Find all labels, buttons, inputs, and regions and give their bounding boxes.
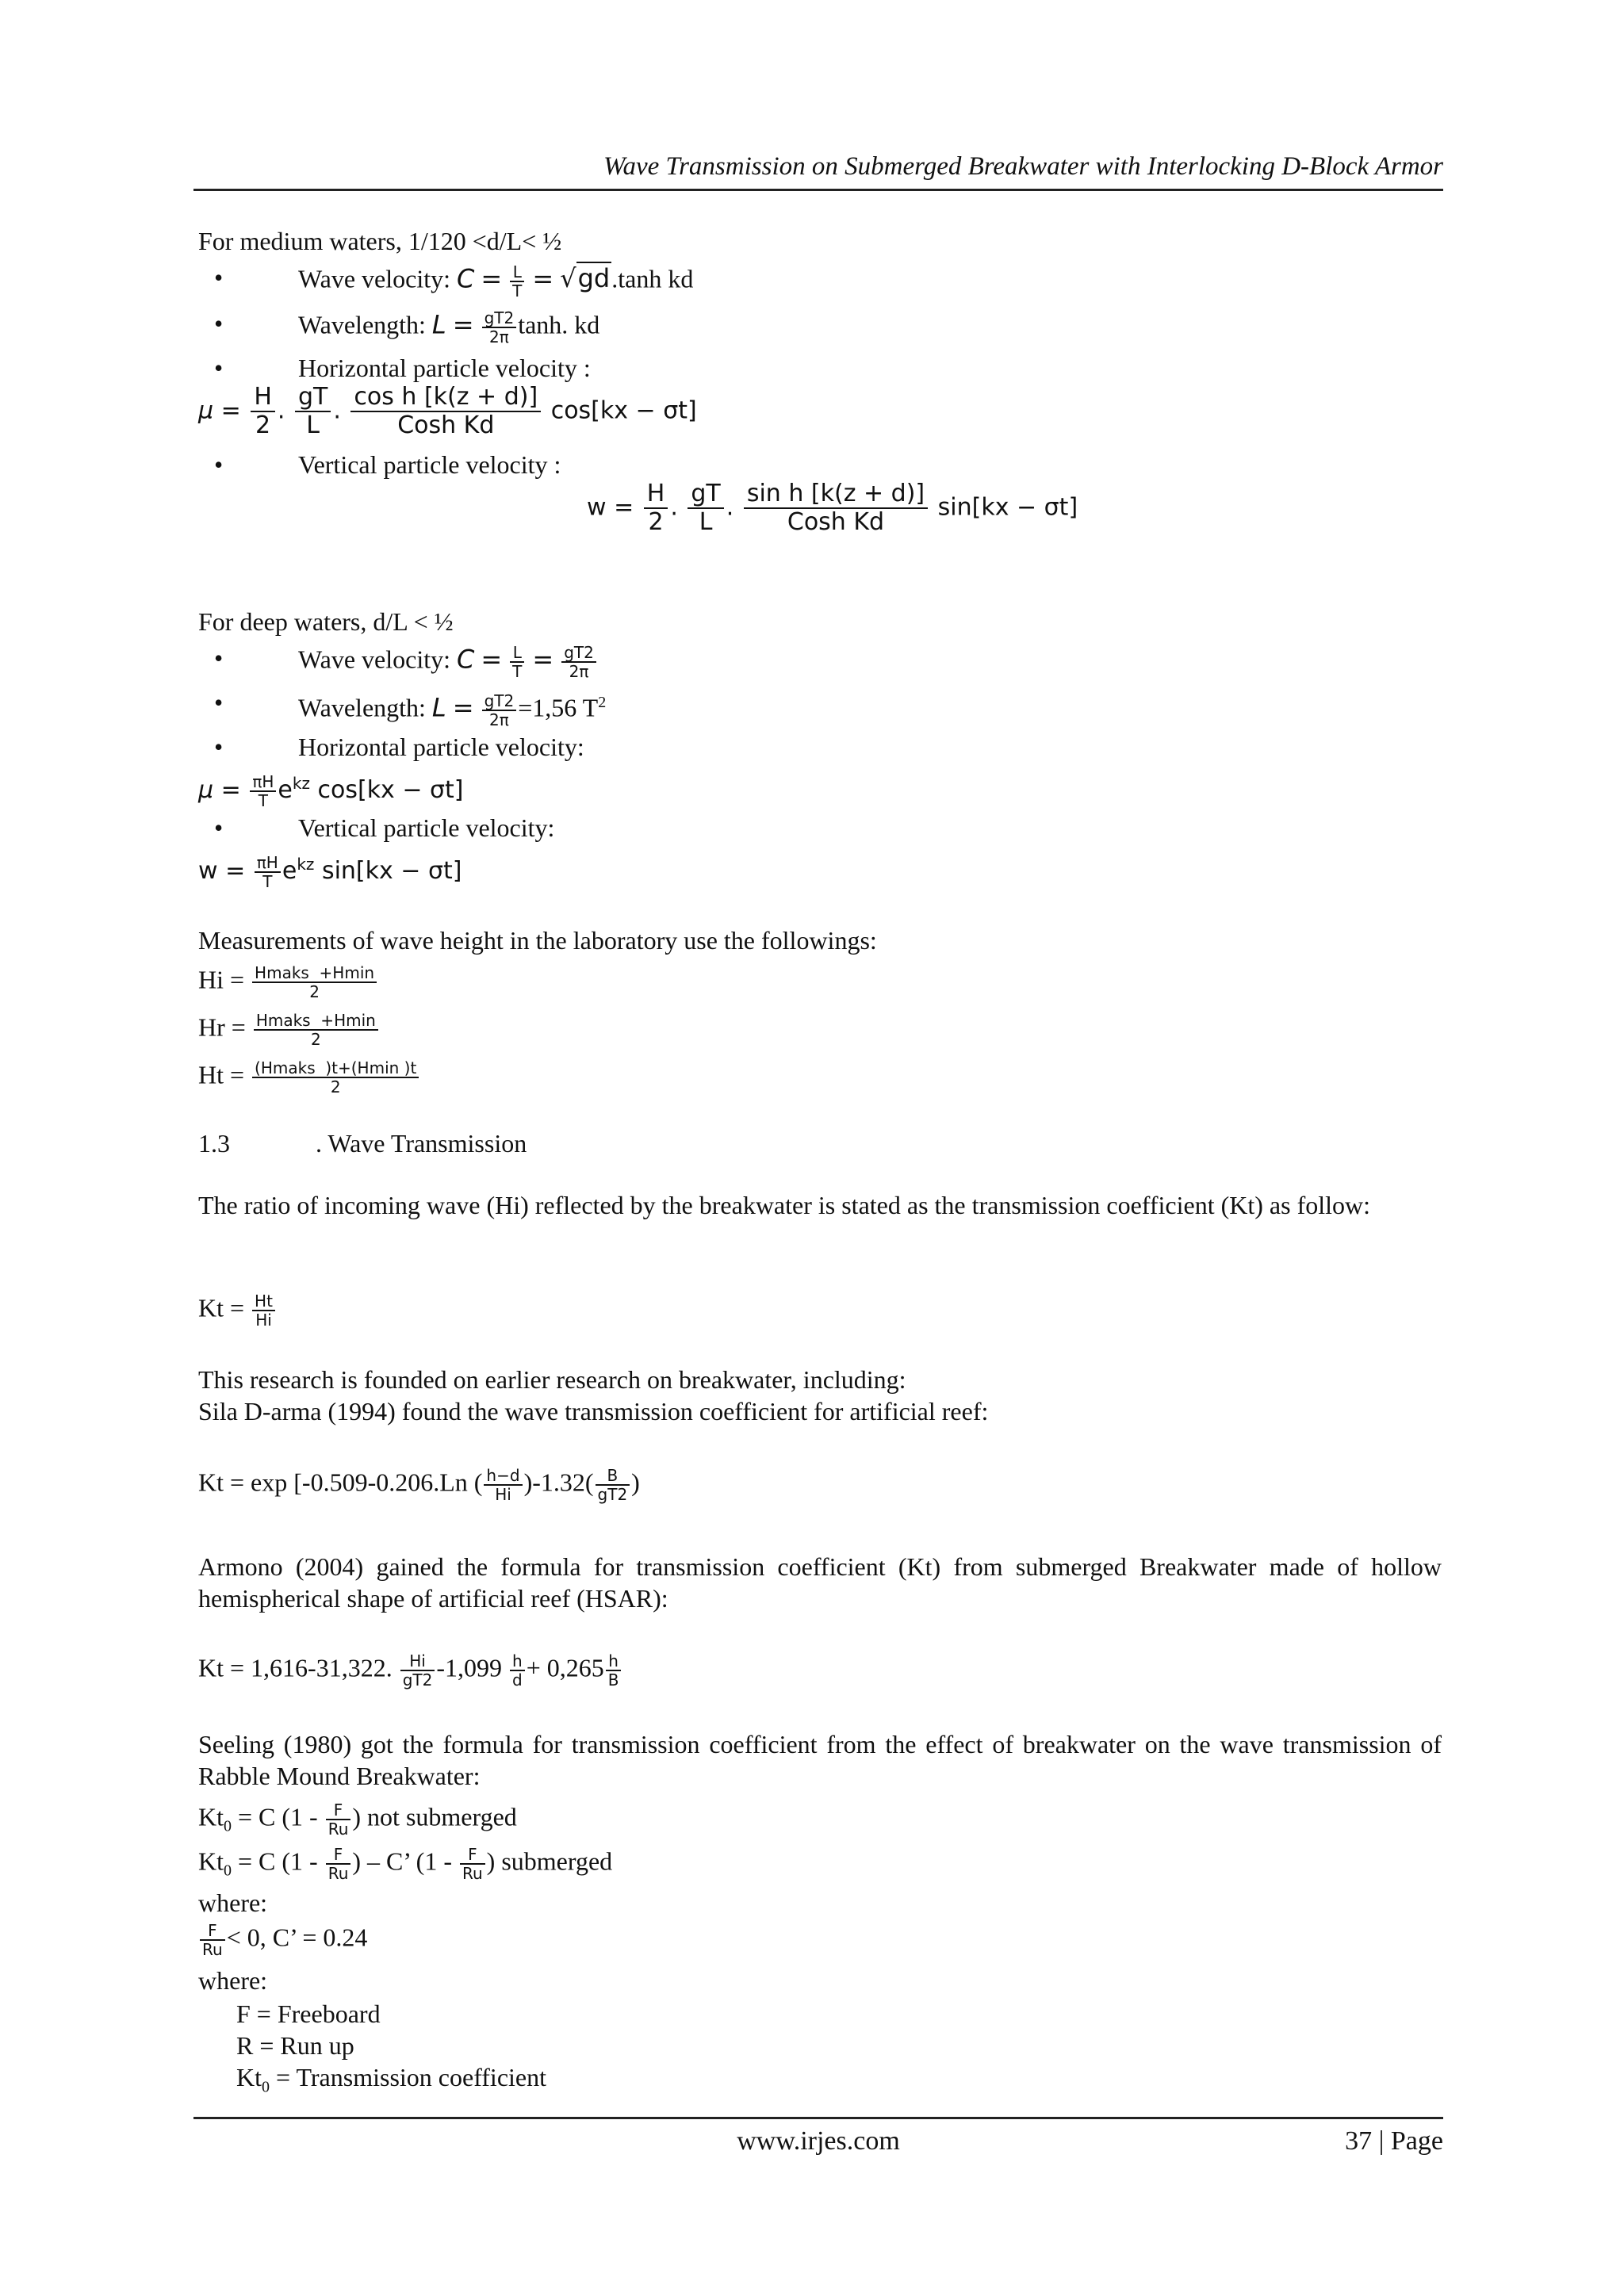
- bullet-icon: •: [214, 354, 224, 382]
- measurements-intro: Measurements of wave height in the laboratory use the followings:: [198, 926, 877, 955]
- bullet-medium-horizontal-velocity: • Horizontal particle velocity :: [214, 354, 591, 382]
- bullet-icon: •: [214, 733, 224, 761]
- formula-hi: Hi = $\frac{\text{Hmaks +Hmin}}{2}$: [198, 964, 378, 1001]
- footer-rule: [193, 2117, 1443, 2119]
- formula-armono: Kt = 1,616-31,322. $\frac{Hi}{gT2}$ -1,099 $\frac{h}{d}$ + 0,265 $\frac{h}{B}$: [198, 1652, 622, 1689]
- paragraph-armono: Armono (2004) gained the formula for transmission coefficient (Kt) from submerged Breakwater made of hollow hemispherical shape of artificial reef (HSAR):: [198, 1552, 1442, 1613]
- medium-waters-title: For medium waters, 1/120 <d/L< ½: [198, 227, 562, 255]
- formula-kt0-not-submerged: $Kt_0 = C$ (1 - $\frac{F}{Ru}$ ) not submerged: [198, 1800, 517, 1839]
- formula-hr: Hr = $\frac{\text{Hmaks +Hmin}}{2}$: [198, 1012, 380, 1048]
- bullet-icon: •: [214, 263, 224, 292]
- bullet-deep-vertical-velocity: • Vertical particle velocity:: [214, 813, 555, 842]
- definition-freeboard: F = Freeboard: [236, 1999, 381, 2028]
- bullet-medium-wave-velocity: • Wave velocity: C = $\frac{L}{T}$ = √gd.tanh kd: [214, 262, 694, 300]
- running-header: Wave Transmission on Submerged Breakwater with Interlocking D-Block Armor: [603, 152, 1443, 181]
- header-rule: [193, 189, 1443, 191]
- paragraph-sila: Sila D-arma (1994) found the wave transmission coefficient for artificial reef:: [198, 1397, 989, 1425]
- bullet-deep-wavelength: • Wavelength: L = $\frac{gT2}{2\pi}$ =1,56 $T^2$: [214, 688, 607, 730]
- definition-run-up: R = Run up: [236, 2031, 354, 2060]
- formula-vertical-velocity-deep: w = $\frac{\pi H}{T}$ $e^{kz}$ sin[kx − σt]: [198, 852, 462, 891]
- formula: C: [457, 263, 475, 294]
- bullet-icon: •: [214, 688, 224, 717]
- section-number: 1.3: [198, 1129, 230, 1158]
- bullet-icon: •: [214, 450, 224, 479]
- bullet-medium-vertical-velocity: • Vertical particle velocity :: [214, 450, 561, 479]
- formula-kt: Kt = $\frac{Ht}{Hi}$: [198, 1292, 277, 1329]
- formula-ht: Ht = $\frac{\text{(Hmaks )t+(Hmin )t}}{2}$: [198, 1059, 420, 1096]
- bullet-icon: •: [214, 309, 224, 338]
- where-label-2: where:: [198, 1966, 268, 1995]
- bullet-icon: •: [214, 644, 224, 672]
- bullet-medium-wavelength: • Wavelength: L = $\frac{gT2}{2\pi}$ tanh. kd: [214, 308, 600, 346]
- formula-horizontal-velocity-deep: μ = $\frac{\pi H}{T}$ $e^{kz}$ cos[kx − σt]: [198, 771, 464, 810]
- formula-kt0-submerged: $Kt_0 = C$ (1 - $\frac{F}{Ru}$ ) – C’ (1 - $\frac{F}{Ru}$ ) submerged: [198, 1845, 613, 1883]
- paragraph-research-intro: This research is founded on earlier research on breakwater, including:: [198, 1365, 906, 1394]
- section-title: . Wave Transmission: [316, 1129, 527, 1158]
- footer-url[interactable]: www.irjes.com: [737, 2126, 900, 2156]
- formula-sila: Kt = exp [-0.509-0.206.Ln ( $\frac{h-d}{Hi}$ )-1.32( $\frac{B}{gT2}$ ): [198, 1466, 640, 1504]
- bullet-deep-horizontal-velocity: • Horizontal particle velocity:: [214, 733, 584, 761]
- formula-horizontal-velocity-medium: μ = $\frac{H}{2}$ . $\frac{gT}{L}$ . cos h [k(z + d)] Cosh Kd cos[kx − σt]: [198, 383, 697, 439]
- formula-condition: $\frac{F}{Ru}$ < 0, C’ = 0.24: [198, 1922, 367, 1958]
- bullet-icon: •: [214, 813, 224, 842]
- page-number: 37 | Page: [1345, 2126, 1443, 2156]
- definition-kt0: $Kt_0$ = Transmission coefficient: [236, 2063, 546, 2096]
- formula-vertical-velocity-medium: w = $\frac{H}{2}$ . $\frac{gT}{L}$ . sin h [k(z + d)] Cosh Kd sin[kx − σt]: [587, 480, 1078, 536]
- paragraph-transmission-ratio: The ratio of incoming wave (Hi) reflected by the breakwater is stated as the transmission coefficient (Kt) as follow:: [198, 1191, 1371, 1219]
- bullet-deep-wave-velocity: • Wave velocity: C = $\frac{L}{T}$ = $\frac{gT2}{2\pi}$: [214, 644, 223, 672]
- paragraph-seeling: Seeling (1980) got the formula for transmission coefficient from the effect of breakwater on the wave transmission of Rabble Mound Breakwater:: [198, 1730, 1442, 1790]
- deep-waters-title: For deep waters, d/L < ½: [198, 607, 454, 636]
- where-label-1: where:: [198, 1888, 268, 1917]
